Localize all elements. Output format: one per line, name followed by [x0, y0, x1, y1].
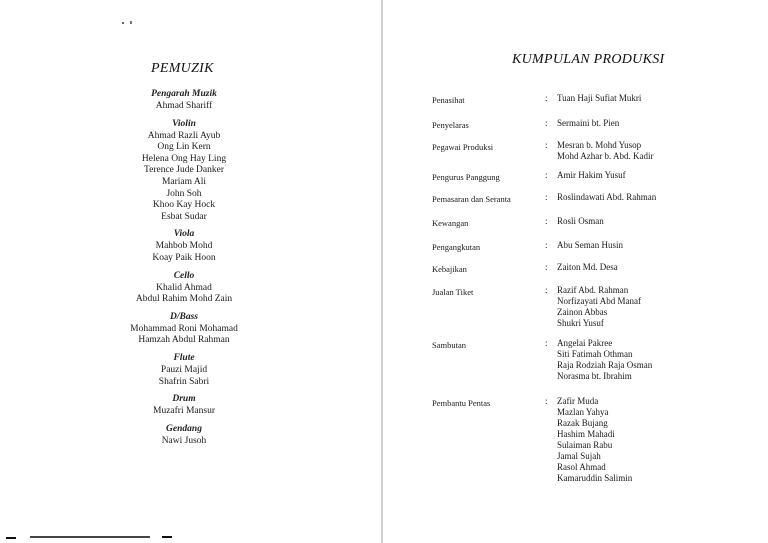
- role-label: Kebajikan: [432, 264, 467, 274]
- credit-name: Zaiton Md. Desa: [557, 262, 618, 272]
- musician-section: [74, 393, 294, 418]
- member-name: Khalid Ahmad: [156, 282, 212, 293]
- credit-row: [432, 118, 732, 140]
- role-names: [557, 170, 626, 181]
- credit-name: Mazlan Yahya: [557, 407, 609, 417]
- musicians-list: [74, 88, 294, 452]
- role-label: Penasihat: [432, 95, 465, 105]
- member-name: Terence Jude Danker: [143, 165, 225, 176]
- role-label: Penyelaras: [432, 120, 469, 130]
- role-names: [557, 338, 652, 382]
- member-name: Muzafri Mansur: [153, 406, 215, 417]
- member-name: Pauzi Majid: [160, 364, 208, 375]
- musician-section: [74, 311, 294, 347]
- section-title: Flute: [173, 352, 195, 363]
- credit-row: [432, 262, 732, 285]
- role-names: [557, 216, 604, 227]
- credit-name: Abu Seman Husin: [557, 240, 623, 250]
- colon-separator: :: [545, 192, 548, 202]
- role-names: [557, 140, 654, 162]
- production-credits: [432, 93, 732, 486]
- musician-section: [74, 352, 294, 388]
- musician-section: [74, 423, 294, 448]
- credit-name: Razif Abd. Rahman: [557, 285, 629, 295]
- section-title: Pengarah Muzik: [151, 89, 217, 99]
- role-label: Pegawai Produksi: [432, 142, 494, 152]
- colon-separator: :: [545, 216, 548, 226]
- section-title: Drum: [172, 394, 196, 405]
- musician-section: [74, 270, 294, 306]
- role-label: Pengurus Panggung: [432, 172, 500, 182]
- colon-separator: :: [545, 262, 548, 272]
- colon-separator: :: [545, 170, 548, 180]
- colon-separator: :: [545, 140, 548, 150]
- credit-row: [432, 192, 732, 216]
- credit-name: Sulaiman Rabu: [557, 440, 613, 450]
- credit-row: [432, 170, 732, 192]
- credit-name: Razak Bujang: [557, 418, 608, 428]
- credit-name: Kamaruddin Salimin: [557, 473, 633, 483]
- member-name: Khoo Kay Hock: [152, 200, 216, 211]
- scan-speck: [30, 536, 150, 538]
- credit-row: [432, 216, 732, 240]
- credit-name: Rasol Ahmad: [557, 462, 606, 472]
- credit-name: Raja Rodziah Raja Osman: [557, 360, 653, 370]
- musician-section: [74, 228, 294, 264]
- scan-speck: [130, 21, 132, 24]
- member-name: Abdul Rahim Mohd Zain: [135, 294, 233, 305]
- section-title: D/Bass: [170, 311, 198, 322]
- member-name: Shafrin Sabri: [158, 376, 210, 387]
- credit-name: Angelai Pakree: [557, 338, 613, 348]
- colon-separator: :: [545, 396, 548, 406]
- role-label: Pengangkutan: [432, 242, 481, 252]
- member-name: Hamzah Abdul Rahman: [138, 335, 230, 346]
- credit-name: Norfizayati Abd Manaf: [557, 296, 641, 306]
- credit-name: Mesran b. Mohd Yusop: [557, 140, 642, 150]
- member-name: John Soh: [166, 188, 202, 199]
- colon-separator: :: [545, 240, 548, 250]
- member-name: Mariam Ali: [161, 176, 207, 187]
- credit-row: [432, 338, 732, 396]
- member-name: Ahmad Shariff: [155, 101, 213, 111]
- role-label: Pembantu Pentas: [432, 398, 491, 408]
- credit-name: Zafir Muda: [557, 396, 599, 406]
- member-name: Koay Paik Hoon: [152, 252, 216, 263]
- role-names: [557, 240, 623, 251]
- credit-name: Rosli Osman: [557, 216, 604, 226]
- production-heading: KUMPULAN PRODUKSI: [512, 52, 665, 67]
- section-title: Gendang: [166, 423, 202, 434]
- section-title: Viola: [173, 229, 195, 240]
- credit-name: Sermaini bt. Pien: [557, 118, 620, 128]
- credit-name: Jamal Sujah: [557, 451, 601, 461]
- credit-name: Roslindawati Abd. Rahman: [557, 192, 657, 202]
- role-names: [557, 285, 641, 329]
- colon-separator: :: [545, 118, 548, 128]
- credit-name: Mohd Azhar b. Abd. Kadir: [557, 151, 654, 161]
- role-label: Kewangan: [432, 218, 469, 228]
- musician-section: [74, 88, 294, 113]
- role-names: [557, 262, 618, 273]
- credit-row: [432, 140, 732, 170]
- colon-separator: :: [545, 285, 548, 295]
- section-title: Cello: [173, 270, 195, 281]
- credit-name: Shukri Yusuf: [557, 318, 604, 328]
- credit-name: Tuan Haji Sufiat Mukri: [557, 93, 642, 103]
- credit-name: Siti Fatimah Othman: [557, 349, 633, 359]
- member-name: Mohammad Roni Mohamad: [130, 323, 238, 334]
- scan-speck: [162, 536, 172, 538]
- scan-speck: [122, 22, 124, 24]
- member-name: Esbat Sudar: [161, 211, 207, 222]
- member-name: Mahbob Mohd: [155, 241, 213, 252]
- role-names: [557, 93, 641, 104]
- role-names: [557, 192, 656, 203]
- section-title: Violin: [172, 118, 196, 129]
- colon-separator: :: [545, 338, 548, 348]
- credit-name: Norasma bt. Ibrahim: [557, 371, 632, 381]
- role-label: Pemasaran dan Seranta: [432, 194, 511, 204]
- role-label: Jualan Tiket: [432, 287, 474, 297]
- role-names: [557, 396, 632, 484]
- credit-row: [432, 240, 732, 262]
- credit-name: Amir Hakim Yusuf: [557, 170, 626, 180]
- credit-row: [432, 93, 732, 118]
- credit-name: Hashim Mahadi: [557, 429, 615, 439]
- left-page: [0, 0, 383, 543]
- member-name: Nawi Jusoh: [161, 435, 207, 446]
- member-name: Helena Ong Hay Ling: [141, 153, 227, 164]
- role-names: [557, 118, 619, 129]
- role-label: Sambutan: [432, 340, 466, 350]
- member-name: Ong Lin Kern: [157, 142, 211, 153]
- musician-section: [74, 118, 294, 224]
- credit-row: [432, 396, 732, 486]
- credit-row: [432, 285, 732, 338]
- page-gutter: [381, 0, 383, 543]
- scan-speck: [6, 537, 16, 539]
- colon-separator: :: [545, 93, 548, 103]
- credit-name: Zainon Abbas: [557, 307, 608, 317]
- musicians-heading: PEMUZIK: [151, 61, 214, 76]
- member-name: Ahmad Razli Ayub: [147, 130, 221, 141]
